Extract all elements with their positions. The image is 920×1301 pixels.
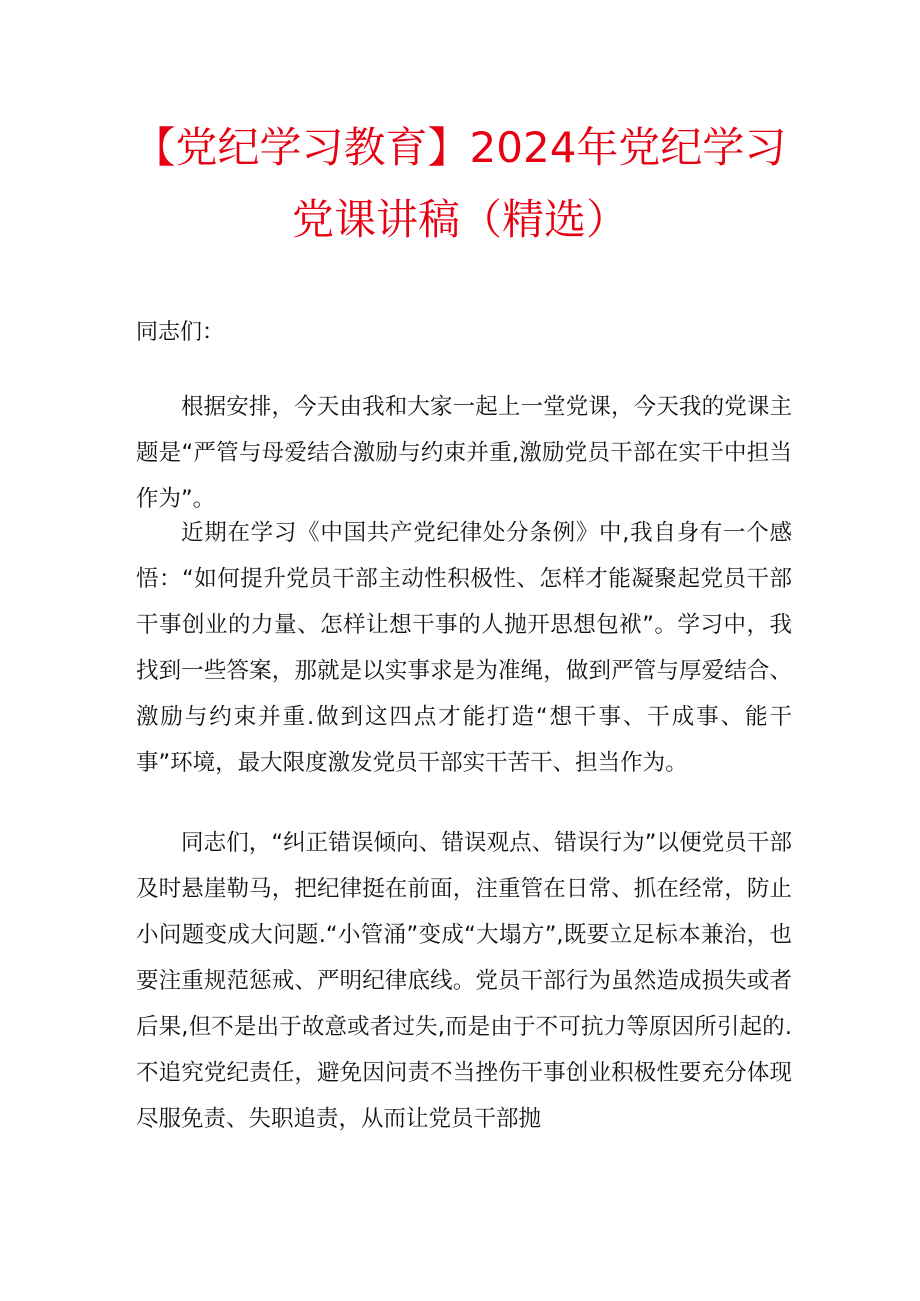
greeting: 同志们：: [136, 320, 225, 345]
paragraph-3: 同志们，“纠正错误倾向、错误观点、错误行为”以便党员干部及时悬崖勒马，把纪律挺在前面，注重管在日常、抓在经常，防止小问题变成大问题.“小管涌”变成“大塌方”,既要立足标本兼治，也要注重规范惩戒、严明纪律底线。党员干部行为虽然造成损失或者后果,但不是出于故意或者过失,而是由于不可抗力等原因所引起的.不追究党纪责任，避免因问责不当挫伤干事创业积极性要充分体现尽服免责、失职追责，从而让党员干部抛: [136, 830, 792, 1132]
paragraph-2: 近期在学习《中国共产党纪律处分条例》中,我自身有一个感悟：“如何提升党员干部主动性积极性、怎样才能凝聚起党员干部干事创业的力量、怎样让想干事的人抛开思想包袱”。学习中，我找到一些答案，那就是以实事求是为准绳，做到严管与厚爱结合、激励与约束并重.做到这四点才能打造“想干事、干成事、能干事”环境，最大限度激发党员干部实干苦干、担当作为。: [136, 520, 792, 776]
document-title-line-2: 党课讲稿（精选）: [291, 195, 628, 244]
paragraph-1: 根据安排，今天由我和大家一起上一堂党课，今天我的党课主题是“严管与母爱结合激励与约束并重,激励党员干部在实干中担当作为”。: [136, 394, 792, 512]
document-title-line-1: 【党纪学习教育】2024年党纪学习: [133, 123, 787, 172]
